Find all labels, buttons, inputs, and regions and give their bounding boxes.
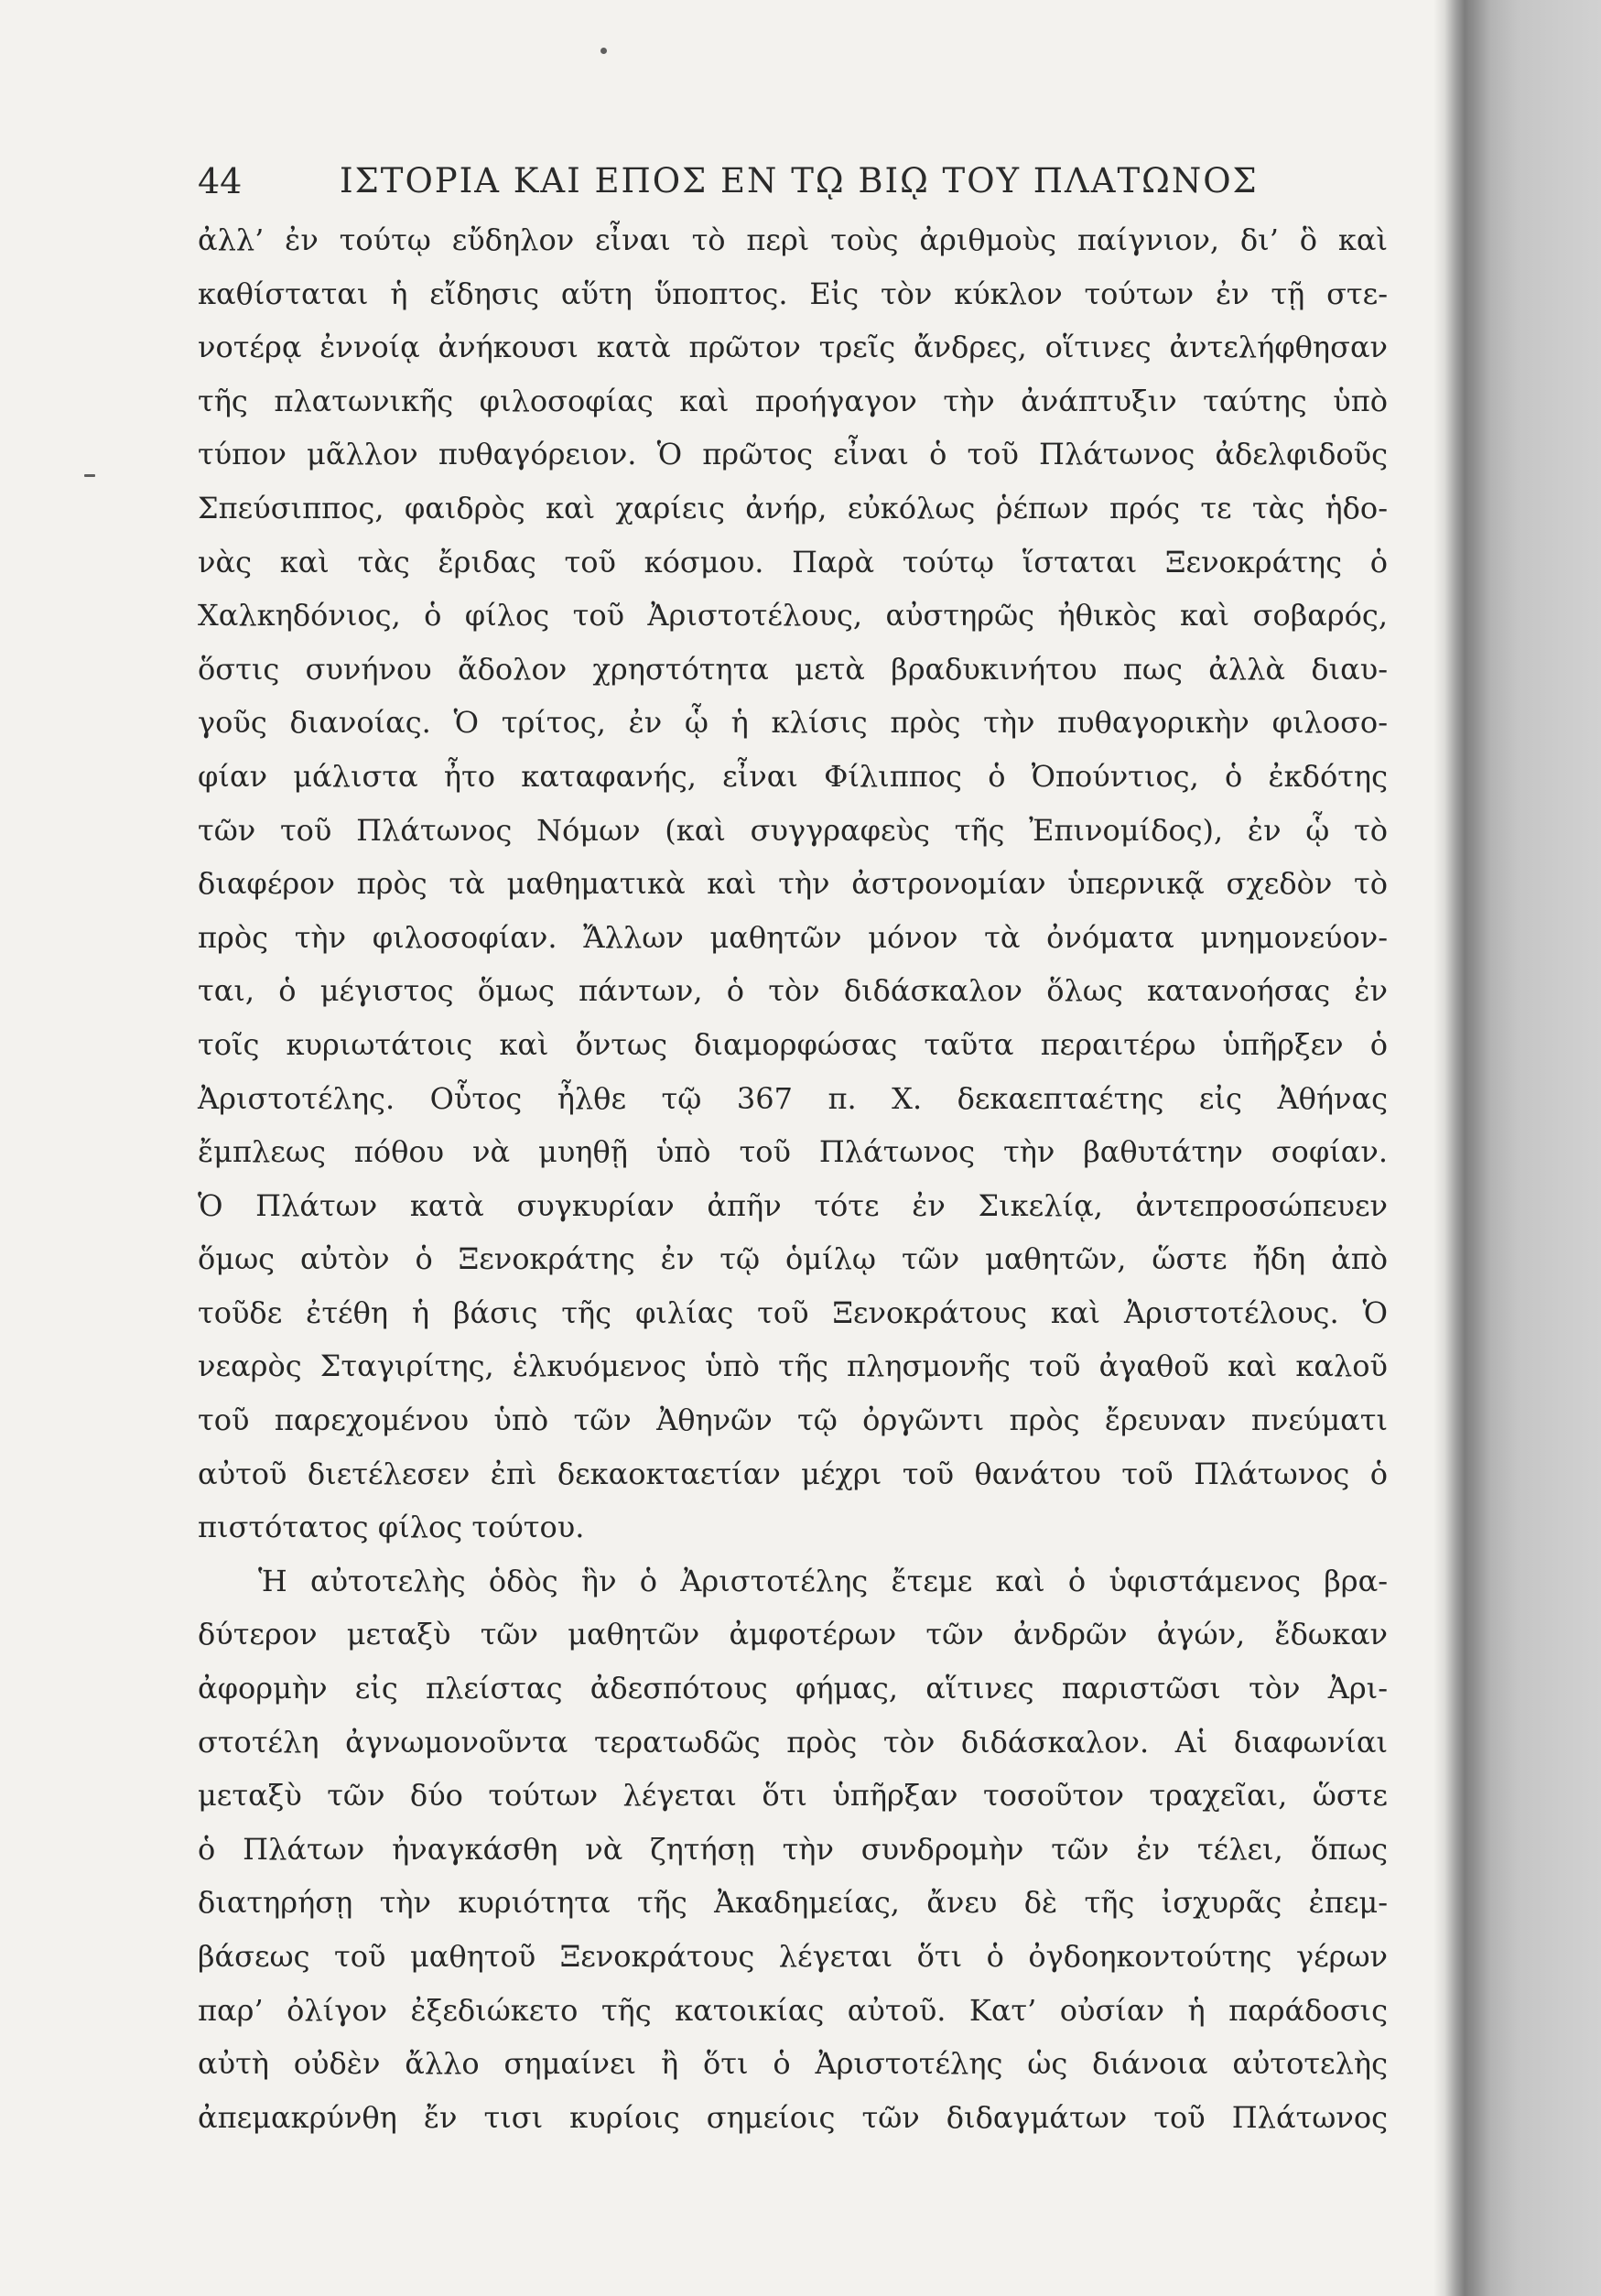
text-line: ὅμως αὐτὸν ὁ Ξενοκράτης ἐν τῷ ὁμίλῳ τῶν μαθητῶν, ὥστε ἤδη ἀπὸ: [198, 1241, 1388, 1277]
text-line: πρὸς τὴν φιλοσοφίαν. Ἄλλων μαθητῶν μόνον τὰ ὀνόματα μνημονεύον-: [198, 919, 1388, 955]
text-line: ἀφορμὴν εἰς πλείστας ἀδεσπότους φήμας, αἵτινες παριστῶσι τὸν Ἀρι-: [198, 1671, 1388, 1706]
scan-speck: [84, 474, 95, 477]
text-line: ὁ Πλάτων ἠναγκάσθη νὰ ζητήσῃ τὴν συνδρομὴν τῶν ἐν τέλει, ὅπως: [198, 1831, 1388, 1867]
text-line: γοῦς διανοίας. Ὁ τρίτος, ἐν ᾧ ἡ κλίσις πρὸς τὴν πυθαγορικὴν φιλοσο-: [198, 705, 1388, 741]
text-line: πιστότατος φίλος τούτου.: [198, 1510, 585, 1545]
text-line: φίαν μάλιστα ἦτο καταφανής, εἶναι Φίλιππος ὁ Ὀπούντιος, ὁ ἐκδότης: [198, 758, 1388, 794]
scan-speck: [600, 48, 607, 54]
running-title: ΙΣΤΟΡΙΑ ΚΑΙ ΕΠΟΣ ΕΝ Τῼ ΒΙῼ ΤΟΥ ΠΛΑΤΩΝΟΣ: [340, 161, 1259, 200]
text-line: νοτέρᾳ ἐννοίᾳ ἀνήκουσι κατὰ πρῶτον τρεῖς ἄνδρες, οἵτινες ἀντελήφθησαν: [198, 330, 1388, 365]
text-line: βάσεως τοῦ μαθητοῦ Ξενοκράτους λέγεται ὅτι ὁ ὀγδοηκοντούτης γέρων: [198, 1939, 1388, 1974]
text-line: δύτερον μεταξὺ τῶν μαθητῶν ἀμφοτέρων τῶν ἀνδρῶν ἀγών, ἔδωκαν: [198, 1617, 1388, 1652]
text-line: ἀλλ’ ἐν τούτῳ εὔδηλον εἶναι τὸ περὶ τοὺς ἀριθμοὺς παίγνιον, δι’ ὃ καὶ: [198, 222, 1388, 257]
text-line: διαφέρον πρὸς τὰ μαθηματικὰ καὶ τὴν ἀστρονομίαν ὑπερνικᾷ σχεδὸν τὸ: [198, 866, 1388, 902]
text-line: τοῦδε ἐτέθη ἡ βάσις τῆς φιλίας τοῦ Ξενοκράτους καὶ Ἀριστοτέλους. Ὁ: [198, 1294, 1388, 1330]
paragraph: [198, 1554, 1388, 2145]
text-line: μεταξὺ τῶν δύο τούτων λέγεται ὅτι ὑπῆρξαν τοσοῦτον τραχεῖαι, ὥστε: [198, 1778, 1388, 1814]
text-line: Σπεύσιππος, φαιδρὸς καὶ χαρίεις ἀνήρ, εὐκόλως ῥέπων πρός τε τὰς ἡδο-: [198, 490, 1388, 525]
text-line: αὐτοῦ διετέλεσεν ἐπὶ δεκαοκταετίαν μέχρι τοῦ θανάτου τοῦ Πλάτωνος ὁ: [198, 1456, 1388, 1491]
text-line: παρ’ ὀλίγον ἐξεδιώκετο τῆς κατοικίας αὐτοῦ. Κατ’ οὐσίαν ἡ παράδοσις: [198, 1992, 1388, 2028]
text-line: Ἀριστοτέλης. Οὗτος ἦλθε τῷ 367 π. Χ. δεκαεπταέτης εἰς Ἀθήνας: [198, 1080, 1388, 1116]
text-line: αὐτὴ οὐδὲν ἄλλο σημαίνει ἢ ὅτι ὁ Ἀριστοτέλης ὡς διάνοια αὐτοτελὴς: [198, 2046, 1388, 2082]
text-line: ται, ὁ μέγιστος ὅμως πάντων, ὁ τὸν διδάσκαλον ὅλως κατανοήσας ἐν: [198, 973, 1388, 1009]
text-line: ἔμπλεως πόθου νὰ μυηθῇ ὑπὸ τοῦ Πλάτωνος τὴν βαθυτάτην σοφίαν.: [198, 1134, 1388, 1170]
text-line: Ἡ αὐτοτελὴς ὁδὸς ἣν ὁ Ἀριστοτέλης ἔτεμε καὶ ὁ ὑφιστάμενος βρα-: [258, 1563, 1388, 1598]
text-line: τοῦ παρεχομένου ὑπὸ τῶν Ἀθηνῶν τῷ ὀργῶντι πρὸς ἔρευναν πνεύματι: [198, 1403, 1388, 1438]
text-line: νεαρὸς Σταγιρίτης, ἑλκυόμενος ὑπὸ τῆς πλησμονῆς τοῦ ἀγαθοῦ καὶ καλοῦ: [198, 1348, 1388, 1384]
text-line: νὰς καὶ τὰς ἔριδας τοῦ κόσμου. Παρὰ τούτῳ ἵσταται Ξενοκράτης ὁ: [198, 544, 1388, 579]
text-line: Ὁ Πλάτων κατὰ συγκυρίαν ἀπῆν τότε ἐν Σικελίᾳ, ἀντεπροσώπευεν: [198, 1187, 1388, 1223]
text-line: τοῖς κυριωτάτοις καὶ ὄντως διαμορφώσας ταῦτα περαιτέρω ὑπῆρξεν ὁ: [198, 1026, 1388, 1062]
text-line: στοτέλη ἀγνωμονοῦντα τερατωδῶς πρὸς τὸν διδάσκαλον. Αἱ διαφωνίαι: [198, 1724, 1388, 1760]
text-line: τύπον μᾶλλον πυθαγόρειον. Ὁ πρῶτος εἶναι ὁ τοῦ Πλάτωνος ἀδελφιδοῦς: [198, 437, 1388, 472]
page-number: 44: [198, 161, 243, 201]
text-line: διατηρήσῃ τὴν κυριότητα τῆς Ἀκαδημείας, ἄνευ δὲ τῆς ἰσχυρᾶς ἐπεμ-: [198, 1885, 1388, 1921]
text-line: ἀπεμακρύνθη ἔν τισι κυρίοις σημείοις τῶν διδαγμάτων τοῦ Πλάτωνος: [198, 2099, 1388, 2135]
text-line: καθίσταται ἡ εἴδησις αὕτη ὕποπτος. Εἰς τὸν κύκλον τούτων ἐν τῇ στε-: [198, 276, 1388, 311]
text-line: τῶν τοῦ Πλάτωνος Νόμων (καὶ συγγραφεὺς τῆς Ἐπινομίδος), ἐν ᾧ τὸ: [198, 812, 1388, 848]
text-line: τῆς πλατωνικῆς φιλοσοφίας καὶ προήγαγον τὴν ἀνάπτυξιν ταύτης ὑπὸ: [198, 383, 1388, 418]
text-line: Χαλκηδόνιος, ὁ φίλος τοῦ Ἀριστοτέλους, αὐστηρῶς ἠθικὸς καὶ σοβαρός,: [198, 598, 1388, 634]
gutter-shadow: [1433, 0, 1601, 2296]
text-line: ὅστις συνήνου ἄδολον χρηστότητα μετὰ βραδυκινήτου πως ἀλλὰ διαυ-: [198, 651, 1388, 687]
text-body: [198, 213, 1388, 2144]
paragraph: [198, 213, 1388, 1554]
